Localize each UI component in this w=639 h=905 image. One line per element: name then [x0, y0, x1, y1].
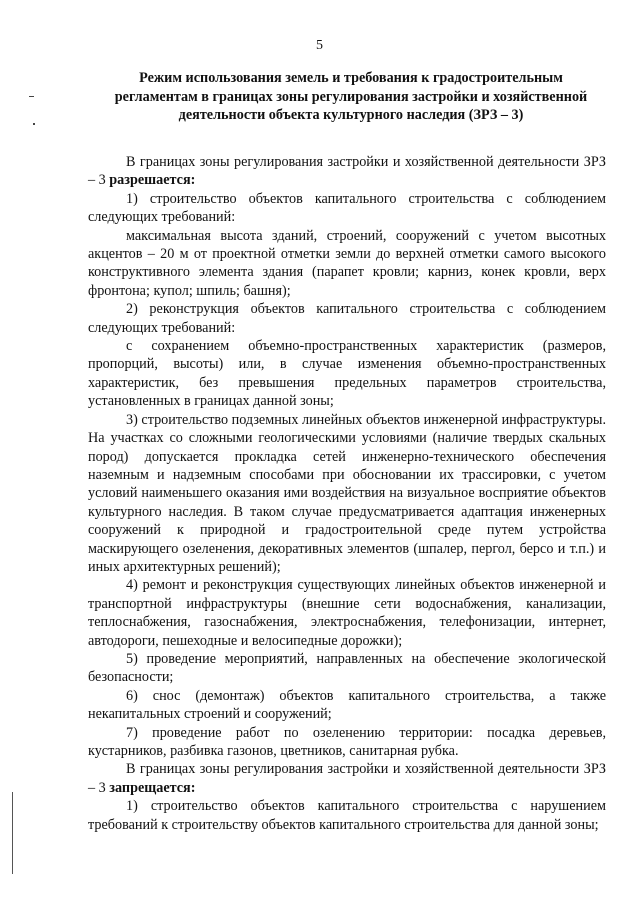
document-title	[88, 69, 614, 125]
page-number: 5	[316, 38, 323, 53]
prohibited-keyword: запрещается:	[109, 779, 196, 796]
intro-prohibited-text: В границах зоны регулирования застройки и хозяйственной деятельности ЗРЗ – 3	[88, 761, 606, 796]
allowed-item: 7) проведение работ по озеленению территории: посадка деревьев, кустарников, разбивка газонов, цветников, санитарная рубка.	[88, 724, 606, 759]
allowed-keyword: разрешается:	[109, 172, 196, 189]
allowed-item: 1) строительство объектов капитального строительства с соблюдением следующих требований:	[88, 190, 606, 226]
intro-prohibited-paragraph	[88, 760, 606, 797]
title-line: Режим использования земель и требования к градостроительным	[139, 70, 563, 86]
allowed-item: 6) снос (демонтаж) объектов капитального строительства, а также некапитальных строений и сооружений;	[88, 687, 606, 723]
title-line: деятельности объекта культурного наследия (ЗРЗ – 3)	[178, 107, 524, 123]
intro-allowed-paragraph	[88, 153, 606, 190]
allowed-requirement: с сохранением объемно-пространственных характеристик (размеров, пропорций, высоты) или, в случае изменения объемно-пространственных характеристик, без превышения предельных параметров строительства, установленных в границах данной зоны;	[88, 338, 606, 410]
intro-allowed-text: В границах зоны регулирования застройки и хозяйственной деятельности ЗРЗ – 3	[88, 154, 606, 189]
allowed-item: 5) проведение мероприятий, направленных на обеспечение экологической безопасности;	[88, 650, 606, 686]
title-line: регламентам в границах зоны регулирования застройки и хозяйственной	[114, 88, 588, 105]
allowed-item: 3) строительство подземных линейных объектов инженерной инфраструктуры. На участках со сложными геологическими условиями (наличие твердых скальных пород) допускается прокладка сетей инженерно-технического обеспечения наземным и надземным способами при обосновании их трассировки, с учетом условий наименьшего оказания ими воздействия на визуальное восприятие объектов культурного наследия. В таком случае предусматривается адаптация инженерных сооружений к природной и градостроительной среде путем устройства маскирующего озеленения, декоративных элементов (шпалер, пергол, берсо и т.п.) и иных архитектурных решений);	[88, 411, 606, 575]
document-body	[88, 153, 606, 834]
allowed-requirement: максимальная высота зданий, строений, сооружений с учетом высотных акцентов – 20 м от проектной отметки земли до верхней отметки самого высокого конструктивного элемента здания (парапет кровли; карниз, конек кровли, верх фронтона; купол; шпиль; башня);	[88, 227, 606, 299]
scan-mark	[29, 96, 34, 97]
prohibited-item: 1) строительство объектов капитального строительства с нарушением требований к строительству объектов капитального строительства для данной зоны;	[88, 798, 606, 833]
allowed-item: 2) реконструкция объектов капитального строительства с соблюдением следующих требований:	[88, 301, 606, 336]
scan-mark	[33, 123, 35, 125]
allowed-item: 4) ремонт и реконструкция существующих линейных объектов инженерной и транспортной инфраструктуры (внешние сети водоснабжения, канализации, теплоснабжения, газоснабжения, электроснабжения, телефонизации, интернет, автодороги, пешеходные и велосипедные дорожки);	[88, 577, 606, 649]
scan-margin-line	[12, 792, 13, 874]
